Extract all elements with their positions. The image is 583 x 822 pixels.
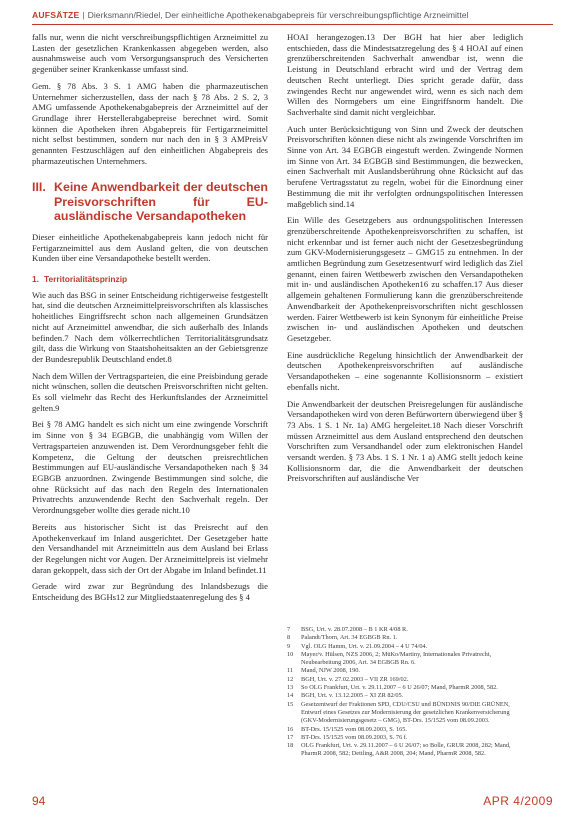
paragraph: Ein Wille des Gesetzgebers aus ordnungspolitischen Interessen grenzüberschreitende Apothekenpreisvorschriften zu schaffen, ist nicht erkennbar und ist ferner auch nicht der Gesetzesbegründung zum GKV-Modernisierungsgesetz – GMG15 zu entnehmen. In der amtlichen Begründung zum Gesetzesentwurf wird lediglich das Ziel genannt, einen fairen Wettbewerb zwischen den Versandapotheken mit in- und ausländischen Apotheken16 zu schaffen.17 Aus dieser allgemein gehaltenen Formulierung kann die grenzüberschreitende Anwendbarkeit der Apothekenpreisvorschriften nicht geschlossen werden. Fairer Wettbewerb ist kein Synonym für einheitliche Preise zwischen in- und ausländischen Apotheken und deutschen Gesetzgeber. — [287, 215, 523, 343]
footnote: 16 BT-Drs. 15/1525 vom 08.09.2003, S. 165. — [287, 725, 407, 733]
footnote: 12 BGH, Urt. v. 27.02.2003 – VII ZR 169/02. — [287, 675, 409, 683]
subsection-number: 1. — [32, 274, 39, 285]
running-header — [32, 10, 552, 20]
paragraph: Gem. § 78 Abs. 3 S. 1 AMG haben die pharmazeutischen Unternehmer sicherzustellen, dass der nach § 78 Abs. 2 S. 2, 3 AMG umfassende Apothekenabgabepreis der Arzneimittel auf der Grundlage ihrer Herstellerabgabepreise berechnet wird. Somit können die Apotheken ihren Abgabepreis für Fertigarzneimittel nicht selbst bestimmen, sondern nur nach den in § 3 AMPreisV genannten Festzuschlägen auf den einheitlichen Abgabepreis des pharmazeutischen Unternehmers. — [32, 80, 268, 166]
footnote: 15 Gesetzentwurf der Fraktionen SPD, CDU/CSU und BÜNDNIS 90/DIE GRÜNEN, Entwurf eines Gesetzes zur Modernisierung der gesetzlichen Krankenversicherung (GKV-Modernisierungsgesetz – GMG), BT-Drs. 15/1525 vom 08.09.2003. — [287, 700, 510, 725]
footnote: 8 Palandt/Thorn, Art. 34 EGBGB Rn. 1. — [287, 634, 398, 642]
section-heading — [32, 180, 268, 224]
paragraph: Bei § 78 AMG handelt es sich nicht um eine zwingende Vorschrift im Sinne von § 34 EGBGB, die unabhängig vom Willen der Vertragsparteien anzuwenden ist. Dem Verordnungsgeber fehlt die Kompetenz, die Geltung der deutschen preisrechtlichen Bestimmungen auf EU-ausländische Versandapotheken nach § 34 EGBGB anzuordnen. Zwingende Bestimmungen sind solche, die ohne Rücksicht auf das nach den Regeln des Internationalen Privatrechts anzuwendende Recht den Sachverhalt regeln. Der Verordnungsgeber wollte dies gerade nicht.10 — [32, 419, 268, 516]
section-number: III. — [32, 180, 46, 195]
paragraph: Bereits aus historischer Sicht ist das Preisrecht auf den Apothekenverkauf im Inland ausgerichtet. Der Gesetzgeber hatte den Versandhandel mit Arzneimitteln aus dem Ausland bei Erlass der Regelungen nicht vor Augen. Der Arzneimittelpreis ist vielmehr daran gekoppelt, dass sich der Ort der Abgabe im Inland befindet.11 — [32, 521, 268, 575]
paragraph: Auch unter Berücksichtigung von Sinn und Zweck der deutschen Preisvorschriften können diese nicht als zwingende Vorschriften im Sinne von Art. 34 EGBGB eingestuft werden. Zwingende Normen im Sinne von Art. 34 EGBGB sind Bestimmungen, die bezwecken, einen Sachverhalt mit Auslandsberührung ohne Rücksicht auf das berufene Vertragsstatut zu regeln, wobei für die Einordnung einer Bestimmung die mit ihr verfolgten ordnungspolitischen Interessen maßgeblich sind.14 — [287, 123, 523, 209]
footnote: 9 Vgl. OLG Hamm, Urt. v. 21.09.2004 – 4 U 74/04. — [287, 642, 428, 650]
paragraph: Die Anwendbarkeit der deutschen Preisregelungen für ausländische Versandapotheken wird von deren Befürwortern überwiegend über § 73 Abs. 1 S. 1 Nr. 1a) AMG hergeleitet.18 Nach dieser Vorschrift müssen Arzneimittel aus dem Ausland entsprechend den deutschen Vorschriften zum Versandhandel oder zum elektronischen Handel versandt werden. § 73 Abs. 1 S. 1 Nr. 1 a) AMG stellt jedoch keine Kollisionsnorm dar, die die Anwendbarkeit der deutschen Preisvorschriften auf ausländische Ver — [287, 398, 524, 484]
section-label: AUFSÄTZE — [32, 10, 80, 20]
footnote: 11 Mand, NJW 2008, 190. — [287, 667, 361, 675]
footnote: 13 So OLG Frankfurt, Urt. v. 29.11.2007 – 6 U 26/07; Mand, PharmR 2008, 582. — [287, 684, 498, 692]
running-title: Dierksmann/Riedel, Der einheitliche Apothekenabgabepreis für verschreibungspflichtige Arzneimittel — [87, 10, 469, 20]
footnote: 7 BSG, Urt. v. 28.07.2008 – B 1 KR 4/08 R. — [287, 626, 408, 633]
paragraph: Eine ausdrückliche Regelung hinsichtlich der Anwendbarkeit der deutschen Apothekenpreisvorschriften auf ausländische Versandapotheken – eine sogenannte Kollisionsnorm – existiert ebenfalls nicht. — [287, 349, 523, 392]
paragraph: Nach dem Willen der Vertragsparteien, die eine Preisbindung gerade nicht wünschen, sollen die deutschen Preisvorschriften nicht gelten. Es soll vielmehr das Recht des Herkunftslandes der Arzneimittel gelten.9 — [32, 370, 268, 413]
paragraph: HOAI herangezogen.13 Der BGH hat hier aber lediglich entschieden, dass die Mindestsatzregelung des § 4 HOAI auf einen grenzüberschreitenden Sachverhalt anwendbar ist, wenn die Leistung in Deutschland erbracht wird und der Vertrag dem deutschen Recht unterliegt. Dies spricht gerade dafür, dass zwingendes Recht nur angewendet wird, wenn es sich nach dem Willen des Normgebers um eine Eingriffsnorm handelt. Die Sachverhalte sind damit nicht vergleichbar. — [287, 32, 523, 117]
footnote: 17 BT-Drs. 15/1525 vom 08.09.2003, S. 76 f. — [287, 733, 408, 741]
left-column — [32, 32, 268, 609]
footnotes — [287, 626, 525, 759]
paragraph: Dieser einheitliche Apothekenabgabepreis kann jedoch nicht für Fertigarzneimittel aus dem Ausland gelten, die von deutschen Kunden über eine Versandapotheke bestellt werden. — [32, 231, 268, 264]
right-column — [287, 32, 523, 490]
footnote: 14 BGH, Urt. v. 13.12.2005 – XI ZR 82/05. — [287, 692, 404, 700]
paragraph: Wie auch das BSG in seiner Entscheidung richtigerweise festgestellt hat, sind die deutschen Arzneimittelpreisvorschriften als klassisches hoheitliches Eingriffsrecht schon nach allgemeinen Grundsätzen nicht auf Arzneimittel anwendbar, die sich außerhalb des Inlands befinden.7 Nach dem völkerrechtlichen Territorialitätsgrundsatz gilt, dass die Wirkung von Staatshoheitsakten an der Gebietsgrenze der Bundesrepublik Deutschland endet.8 — [32, 289, 268, 364]
header-rule — [32, 24, 553, 25]
paragraph: Gerade wird zwar zur Begründung des Inlandsbezugs die Entscheidung des BGHs12 zur Mitgliedstaatenregelung des § 4 — [32, 581, 268, 603]
subsection-heading — [32, 274, 268, 285]
paragraph: falls nur, wenn die nicht verschreibungspflichtigen Arzneimittel zu Lasten der gesetzlichen Krankenkassen abgegeben werden, also ausnahmsweise auch vom Versorgungsanspruch des Versicherten gegenüber seiner Krankenkasse umfasst sind. — [32, 32, 268, 75]
header-separator: | — [82, 10, 85, 20]
section-title: Keine Anwendbarkeit der deutschen Preisvorschriften für EU-ausländische Versandapotheken — [54, 180, 268, 224]
journal-issue: APR 4/2009 — [483, 794, 553, 808]
footnote: 18 OLG Frankfurt, Urt. v. 29.11.2007 – 6 U 26/07; so Bolle, GRUR 2008, 282; Mand, PharmR 2008, 582; Dettling, A&R 2008, 204; Mand, PharmR 2008, 582. — [287, 742, 511, 758]
subsection-title: Territorialitätsprinzip — [44, 274, 128, 285]
footnote: 10 Mayer/v. Hülsen, NZS 2006, 2; MüKo/Martiny, Internationales Privatrecht, Neubearbeitung 2006, Art. 34 EGBGB Rn. 6. — [287, 650, 492, 667]
page-number: 94 — [32, 794, 46, 808]
